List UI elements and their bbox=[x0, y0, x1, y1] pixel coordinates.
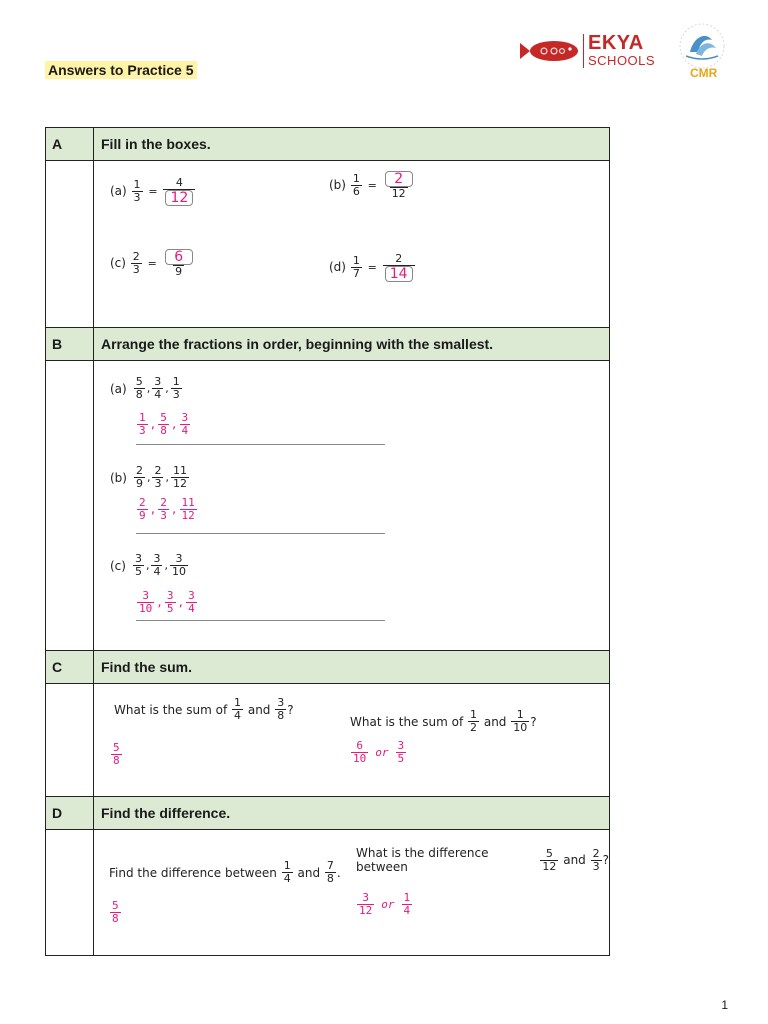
item-label: (a) bbox=[110, 184, 127, 198]
answer-line bbox=[136, 533, 385, 534]
section-a-header bbox=[46, 128, 610, 161]
answer-line bbox=[136, 620, 385, 621]
answer-box: 6 bbox=[165, 249, 193, 265]
section-title: Arrange the fractions in order, beginning with the smallest. bbox=[94, 328, 610, 361]
fill-item-c: (c) $\frac{2}{3}$ = $\frac{6}{9}$ bbox=[110, 249, 196, 278]
page-title: Answers to Practice 5 bbox=[45, 61, 197, 79]
section-letter: D bbox=[46, 797, 94, 830]
difference-question-1: Find the difference between $\frac{1}{4}$ and $\frac{7}{8}$ . bbox=[109, 859, 341, 885]
cmr-swan-logo-icon bbox=[672, 22, 732, 70]
sum-answer-2: $\frac{6}{10}$ or $\frac{3}{5}$ bbox=[353, 739, 405, 765]
fish-logo-icon bbox=[518, 39, 580, 63]
section-title: Find the difference. bbox=[94, 797, 610, 830]
section-c-body bbox=[46, 684, 610, 797]
item-label: (c) bbox=[110, 256, 126, 270]
fill-item-a: (a) $\frac{1}{3}$ = $\frac{4}{12}$ bbox=[110, 177, 196, 206]
sum-question-1: What is the sum of $\frac{1}{4}$ and $\frac{3}{8}$ ? bbox=[114, 696, 294, 722]
difference-answer-2: $\frac{3}{12}$ or $\frac{1}{4}$ bbox=[359, 891, 411, 917]
section-d-header bbox=[46, 797, 610, 830]
section-b-header bbox=[46, 328, 610, 361]
order-item-a: (a) $\frac{5}{8}$ , $\frac{3}{4}$ , $\frac{1}{3}$ bbox=[110, 375, 180, 401]
item-label: (a) bbox=[110, 381, 127, 396]
answer-box: 14 bbox=[385, 266, 413, 282]
difference-answer-1: $\frac{5}{8}$ bbox=[112, 899, 119, 925]
section-b-body bbox=[46, 361, 610, 651]
answer-line bbox=[136, 444, 385, 445]
order-answer-b: $\frac{2}{9}$ , $\frac{2}{3}$ , $\frac{11}{12}$ bbox=[139, 496, 195, 522]
difference-question-2: What is the difference between $\frac{5}{12}$ and $\frac{2}{3}$ ? bbox=[356, 846, 609, 874]
answers-table bbox=[45, 127, 610, 956]
section-letter: C bbox=[46, 651, 94, 684]
ekya-schools-logo bbox=[518, 30, 658, 72]
section-c-header bbox=[46, 651, 610, 684]
section-a-body bbox=[46, 161, 610, 328]
fraction: $\frac{1}{3}$ bbox=[133, 178, 141, 204]
item-label: (b) bbox=[110, 470, 127, 485]
answer-box: 2 bbox=[385, 171, 413, 187]
cmr-logo-text: CMR bbox=[690, 66, 718, 80]
page-number: 1 bbox=[721, 998, 728, 1012]
fraction: $\frac{1}{7}$ bbox=[352, 254, 360, 280]
fraction: $\frac{1}{6}$ bbox=[352, 172, 360, 198]
order-answer-a: $\frac{1}{3}$ , $\frac{5}{8}$ , $\frac{3}{4}$ bbox=[139, 411, 189, 437]
answer-box: 12 bbox=[165, 190, 193, 206]
order-answer-c: $\frac{3}{10}$ , $\frac{3}{5}$ , $\frac{3}{4}$ bbox=[139, 589, 195, 615]
sum-question-2: What is the sum of $\frac{1}{2}$ and $\frac{1}{10}$ ? bbox=[350, 708, 537, 734]
cmr-logo bbox=[672, 22, 732, 82]
item-label: (b) bbox=[329, 178, 346, 192]
sum-answer-1: $\frac{5}{8}$ bbox=[113, 741, 120, 767]
fraction: $\frac{2}{3}$ bbox=[132, 250, 140, 276]
order-item-c: (c) $\frac{3}{5}$ , $\frac{3}{4}$ , $\frac{3}{10}$ bbox=[110, 552, 186, 578]
fraction: $\frac{4}{12}$ bbox=[163, 177, 195, 206]
section-letter: A bbox=[46, 128, 94, 161]
fill-item-b: (b) $\frac{1}{6}$ = $\frac{2}{12}$ bbox=[329, 171, 416, 200]
section-title: Fill in the boxes. bbox=[94, 128, 610, 161]
fraction: $\frac{6}{9}$ bbox=[163, 249, 195, 278]
fraction: $\frac{2}{14}$ bbox=[383, 253, 415, 282]
fill-item-d: (d) $\frac{1}{7}$ = $\frac{2}{14}$ bbox=[329, 253, 416, 282]
section-d-body bbox=[46, 830, 610, 956]
section-letter: B bbox=[46, 328, 94, 361]
ekya-logo-text: EKYA bbox=[588, 32, 644, 54]
order-item-b: (b) $\frac{2}{9}$ , $\frac{2}{3}$ , $\frac{11}{12}$ bbox=[110, 464, 187, 490]
item-label: (d) bbox=[329, 260, 346, 274]
item-label: (c) bbox=[110, 558, 126, 573]
logo-divider bbox=[583, 34, 584, 68]
section-title: Find the sum. bbox=[94, 651, 610, 684]
schools-logo-text: SCHOOLS bbox=[588, 53, 656, 68]
fraction: $\frac{2}{12}$ bbox=[383, 171, 415, 200]
